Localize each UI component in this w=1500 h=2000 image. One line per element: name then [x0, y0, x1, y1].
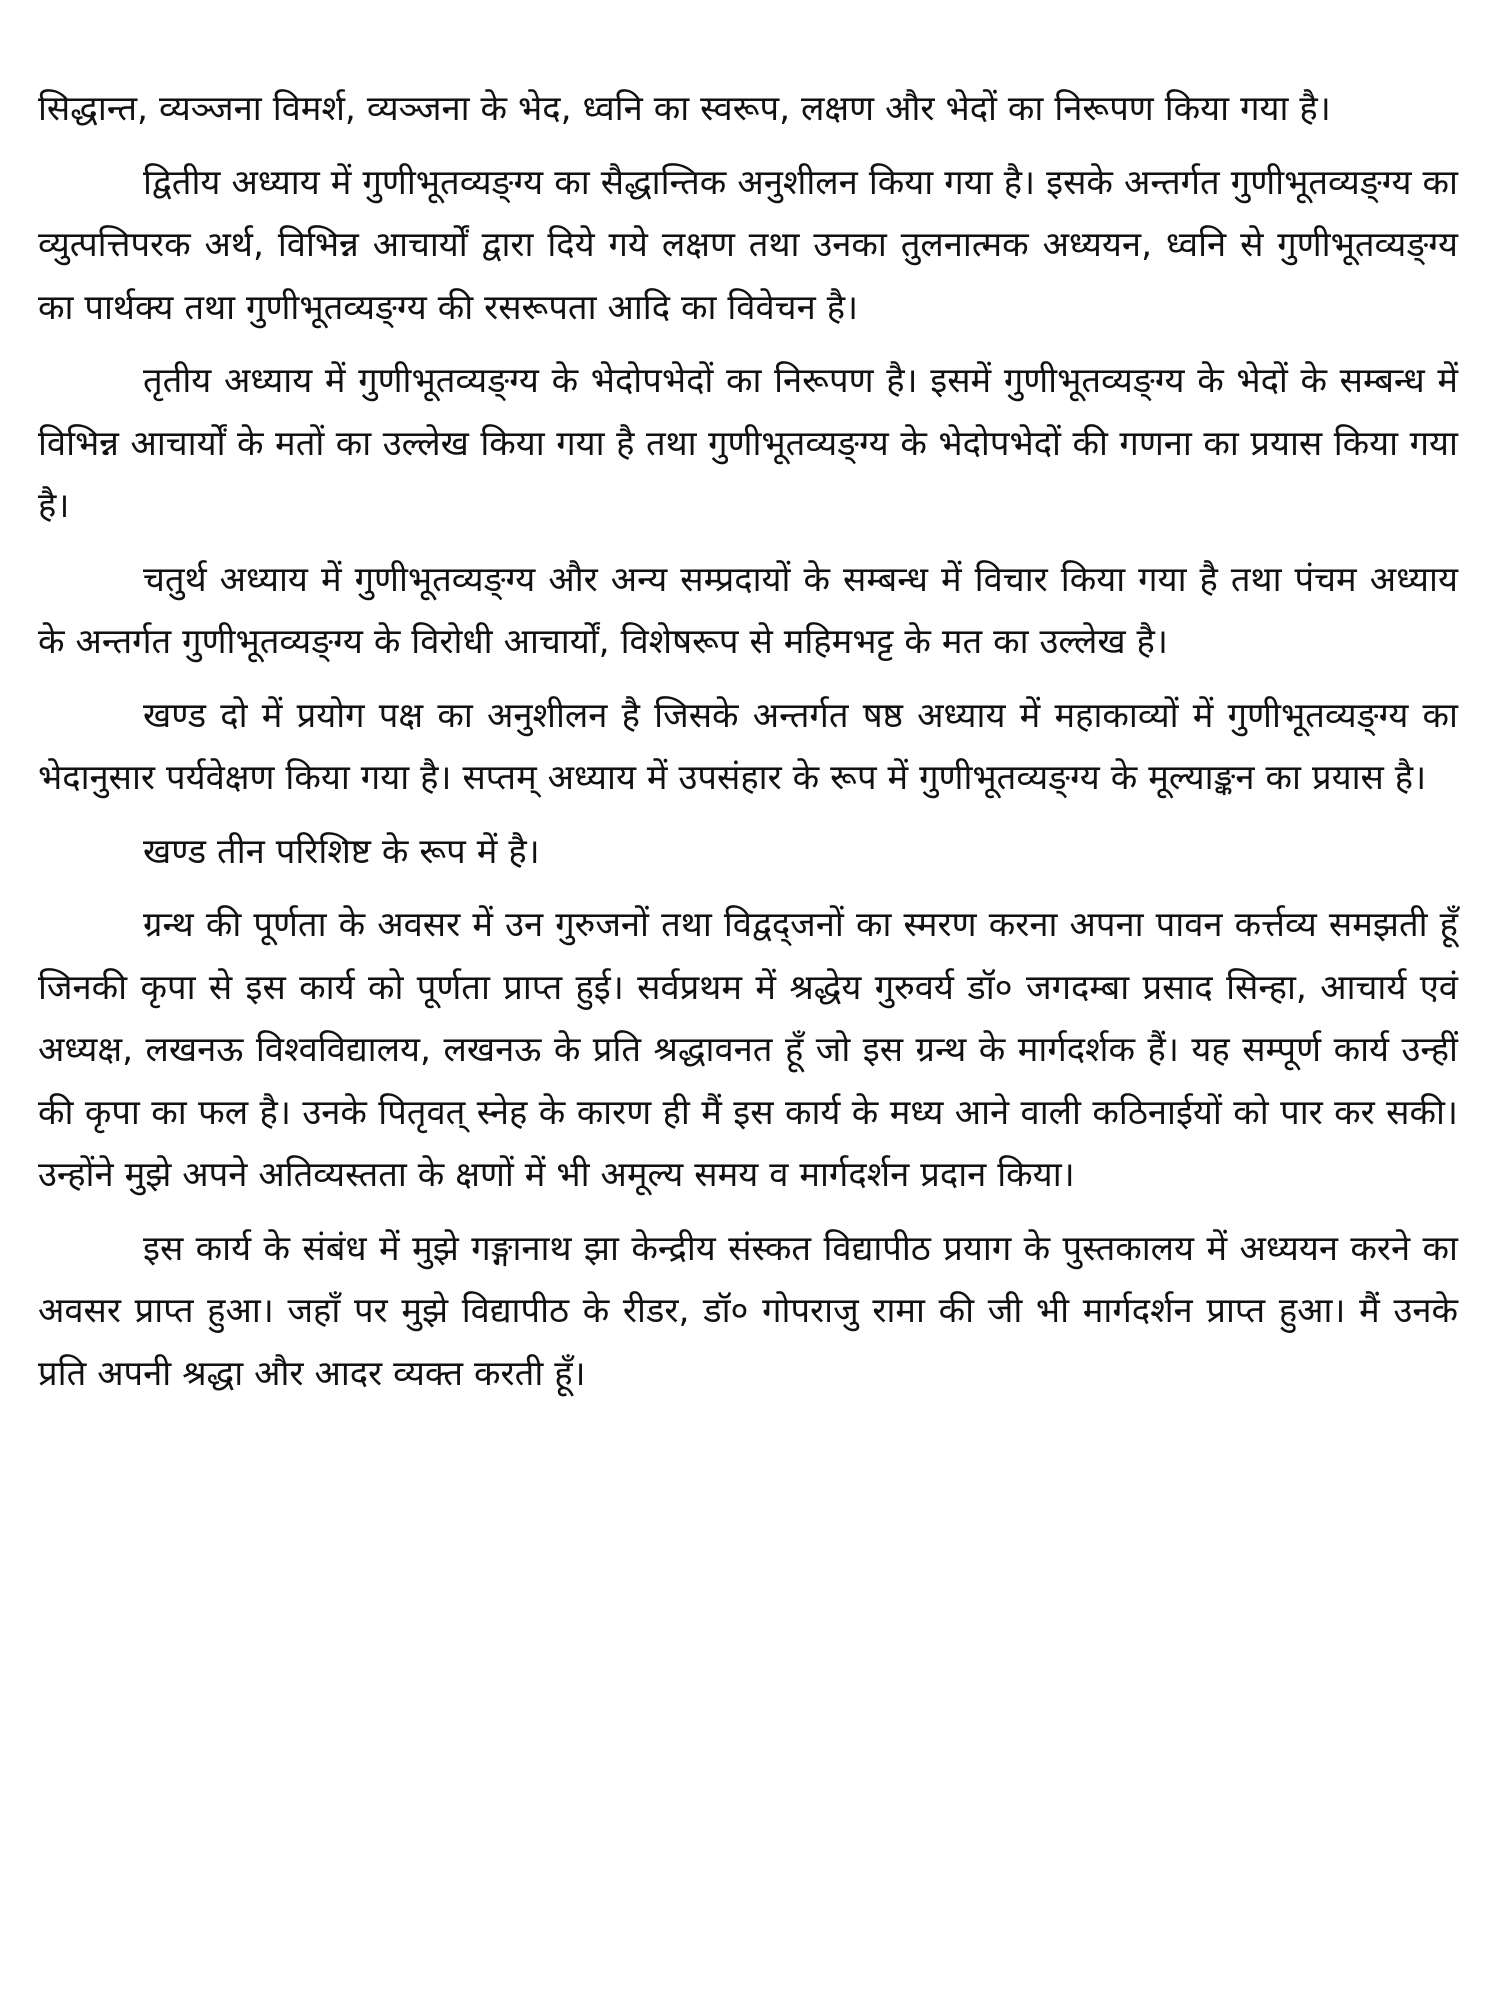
paragraph-chapter-four-five: चतुर्थ अध्याय में गुणीभूतव्यङ्ग्य और अन्य सम्प्रदायों के सम्बन्ध में विचार किया गया है तथा पंचम अध्याय के अन्तर्गत गुणीभूतव्यङ्ग्य के विरोधी आचार्यों, विशेषरूप से महिमभट्ट के मत का उल्लेख है। [38, 559, 1458, 662]
document-page [38, 78, 1458, 1405]
paragraph-section-two: खण्ड दो में प्रयोग पक्ष का अनुशीलन है जिसके अन्तर्गत षष्ठ अध्याय में महाकाव्यों में गुणीभूतव्यङ्ग्य का भेदानुसार पर्यवेक्षण किया गया है। सप्तम् अध्याय में उपसंहार के रूप में गुणीभूतव्यङ्ग्य के मूल्याङ्कन का प्रयास है। [38, 695, 1458, 798]
paragraph-chapter-three: तृतीय अध्याय में गुणीभूतव्यङ्ग्य के भेदोपभेदों का निरूपण है। इसमें गुणीभूतव्यङ्ग्य के भेदों के सम्बन्ध में विभिन्न आचार्यों के मतों का उल्लेख किया गया है तथा गुणीभूतव्यङ्ग्य के भेदोपभेदों की गणना का प्रयास किया गया है। [38, 361, 1458, 526]
paragraph-chapter-two: द्वितीय अध्याय में गुणीभूतव्यङ्ग्य का सैद्धान्तिक अनुशीलन किया गया है। इसके अन्तर्गत गुणीभूतव्यङ्ग्य का व्युत्पत्तिपरक अर्थ, विभिन्न आचार्यों द्वारा दिये गये लक्षण तथा उनका तुलनात्मक अध्ययन, ध्वनि से गुणीभूतव्यङ्ग्य का पार्थक्य तथा गुणीभूतव्यङ्ग्य की रसरूपता आदि का विवेचन है। [38, 162, 1458, 328]
paragraph-acknowledgement: ग्रन्थ की पूर्णता के अवसर में उन गुरुजनों तथा विद्वद्जनों का स्मरण करना अपना पावन कर्त्तव्य समझती हूँ जिनकी कृपा से इस कार्य को पूर्णता प्राप्त हुई। सर्वप्रथम में श्रद्धेय गुरुवर्य डॉ० जगदम्बा प्रसाद सिन्हा, आचार्य एवं अध्यक्ष, लखनऊ विश्वविद्यालय, लखनऊ के प्रति श्रद्धावनत हूँ जो इस ग्रन्थ के मार्गदर्शक हैं। यह सम्पूर्ण कार्य उन्हीं की कृपा का फल है। उनके पितृवत् स्नेह के कारण ही मैं इस कार्य के मध्य आने वाली कठिनाईयों को पार कर सकी। उन्होंने मुझे अपने अतिव्यस्तता के क्षणों में भी अमूल्य समय व मार्गदर्शन प्रदान किया। [38, 905, 1458, 1195]
paragraph-continuation: सिद्धान्त, व्यञ्जना विमर्श, व्यञ्जना के भेद, ध्वनि का स्वरूप, लक्षण और भेदों का निरूपण किया गया है। [38, 89, 1331, 129]
paragraph-section-three: खण्ड तीन परिशिष्ट के रूप में है। [143, 831, 540, 872]
paragraph-library-acknowledgement: इस कार्य के संबंध में मुझे गङ्गानाथ झा केन्द्रीय संस्कत विद्यापीठ प्रयाग के पुस्तकालय में अध्ययन करने का अवसर प्राप्त हुआ। जहाँ पर मुझे विद्यापीठ के रीडर, डॉ० गोपराजु रामा की जी भी मार्गदर्शन प्राप्त हुआ। मैं उनके प्रति अपनी श्रद्धा और आदर व्यक्त करती हूँ। [38, 1228, 1458, 1394]
